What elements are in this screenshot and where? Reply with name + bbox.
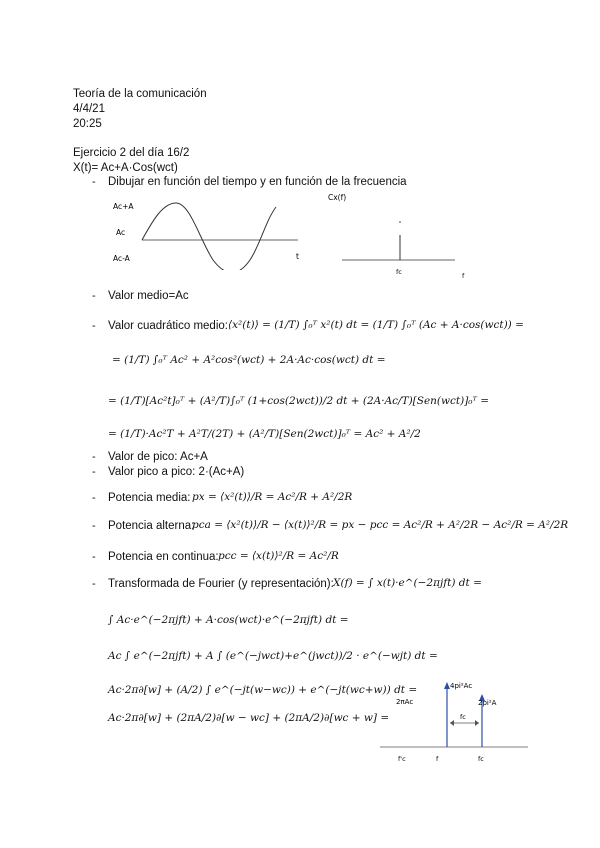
eq-fourier-5: Ac·2π∂[w] + (2πA/2)∂[w − wc] + (2πA/2)∂[wc + w] = xyxy=(108,712,390,724)
tick-neg-fc: f'c xyxy=(398,755,406,763)
bullet-dc-power-label: Potencia en continua: xyxy=(108,551,219,563)
eq-dc-power: pcc = ⟨x(t)⟩²/R = Ac²/R xyxy=(218,550,339,562)
label-acma: Ac-A xyxy=(113,254,130,263)
eq-fourier-1: X(f) = ∫ x(t)·e^(−2πjft) dt = xyxy=(333,577,482,589)
label-f: f xyxy=(462,272,465,280)
tick-pos-fc: fc xyxy=(478,755,484,763)
label-acpa: Ac+A xyxy=(113,202,134,211)
bullet-fourier-label: Transformada de Fourier (y representación): xyxy=(108,578,334,590)
eq-rms-2: = (1/T) ∫₀ᵀ Ac² + A²cos²(wct) + 2A·Ac·cos(wct) dt = xyxy=(112,354,386,366)
eq-rms-1: ⟨x²(t)⟩ = (1/T) ∫₀ᵀ x²(t) dt = (1/T) ∫₀ᵀ (Ac + A·cos(wct)) = xyxy=(228,319,524,331)
label-2pi2a: 2pi²A xyxy=(478,699,497,707)
frequency-plot xyxy=(320,190,480,280)
eq-fourier-2: ∫ Ac·e^(−2πjft) + A·cos(wct)·e^(−2πjft) dt = xyxy=(108,614,349,626)
signal-definition: X(t)= Ac+A·Cos(wct) xyxy=(73,162,178,174)
tick-f: f xyxy=(436,755,439,763)
bullet-peak2peak: Valor pico a pico: 2·(Ac+A) xyxy=(108,466,245,478)
exercise-title: Ejercicio 2 del día 16/2 xyxy=(73,147,190,159)
bullet-mean: Valor medio=Ac xyxy=(108,290,189,302)
label-2piac: 2πAc xyxy=(396,698,414,706)
bullet-draw: Dibujar en función del tiempo y en función de la frecuencia xyxy=(108,176,407,188)
bullet-ac-power-label: Potencia alterna: xyxy=(108,520,195,532)
note-time: 20:25 xyxy=(73,118,102,130)
bullet-mean-power-label: Potencia media: xyxy=(108,492,191,504)
eq-rms-3: = (1/T)[Ac²t]₀ᵀ + (A²/T)∫₀ᵀ (1+cos(2wct))/2 dt + (2A·Ac/T)[Sen(wct)]₀ᵀ = xyxy=(108,395,490,407)
label-4pi2ac: 4pi²Ac xyxy=(450,682,473,690)
eq-fourier-4: Ac·2π∂[w] + (A/2) ∫ e^(−jt(w−wc)) + e^(−jt(wc+w)) dt = xyxy=(108,684,418,696)
note-date: 4/4/21 xyxy=(73,103,105,115)
bullet-rms-label: Valor cuadrático medio: xyxy=(108,320,228,332)
label-fc: fc xyxy=(396,268,402,276)
fourier-spectrum-plot xyxy=(380,675,530,770)
label-t: t xyxy=(296,252,299,261)
eq-rms-4: = (1/T)·Ac²T + A²T/(2T) + (A²/T)[Sen(2wct)]₀ᵀ = Ac² + A²/2 xyxy=(108,428,421,440)
eq-fourier-3: Ac ∫ e^(−2πjft) + A ∫ (e^(−jwct)+e^(jwct))/2 · e^(−wjt) dt = xyxy=(108,650,438,662)
sine-wave xyxy=(142,203,276,270)
eq-mean-power: px = ⟨x²(t)⟩/R = Ac²/R + A²/2R xyxy=(192,491,353,503)
label-fc-span: fc xyxy=(460,713,466,721)
eq-ac-power: pca = ⟨x²(t)⟩/R − ⟨x(t)⟩²/R = px − pcc = Ac²/R + A²/2R − Ac²/R = A²/2R xyxy=(192,519,569,531)
bullet-dash: - xyxy=(92,176,96,188)
bullet-peak: Valor de pico: Ac+A xyxy=(108,451,208,463)
page-title: Teoría de la comunicación xyxy=(73,88,207,100)
label-ac: Ac xyxy=(116,228,126,237)
label-cx: Cx(f) xyxy=(328,193,347,202)
time-domain-plot xyxy=(108,195,308,270)
